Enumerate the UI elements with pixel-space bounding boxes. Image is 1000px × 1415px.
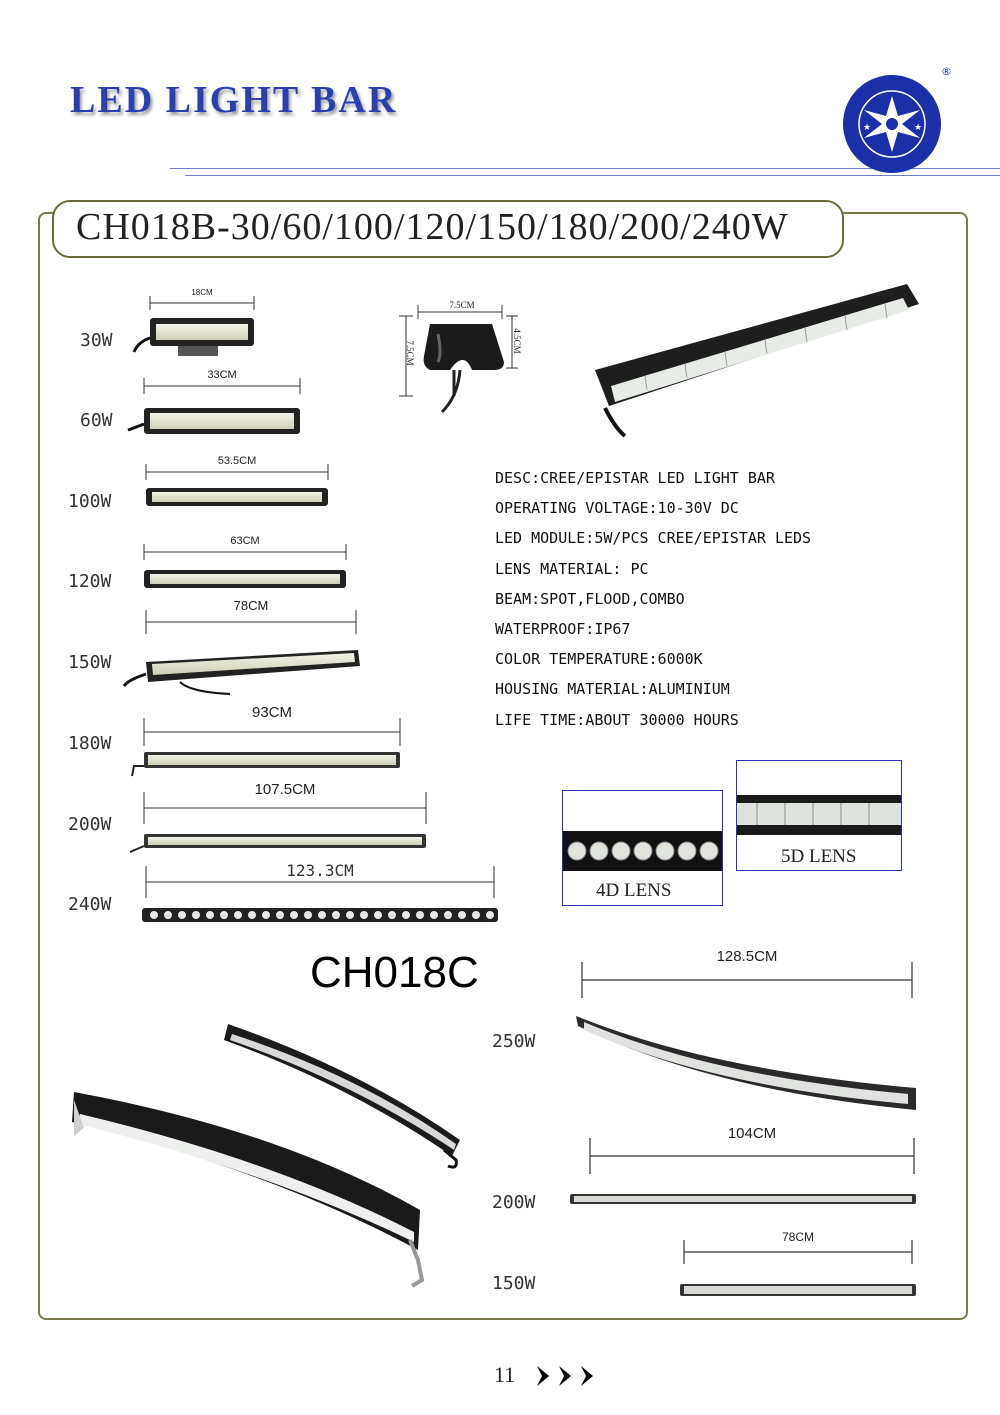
spec-life-time: LIFE TIME:ABOUT 30000 HOURS <box>495 711 739 729</box>
model-c-title: CH018C <box>310 948 479 997</box>
ch018c-curved-bar-photo <box>60 1010 480 1300</box>
ch018b-angled-bar-photo <box>585 278 925 448</box>
model-title: CH018B-30/60/100/120/150/180/200/240W <box>76 206 789 248</box>
wattage-label-180w: 180W <box>68 733 112 754</box>
lens-5d-image <box>737 791 901 841</box>
length-label-100w: 53.5CM <box>217 455 257 467</box>
spec-beam: BEAM:SPOT,FLOOD,COMBO <box>495 590 685 608</box>
wattage-label-200w: 200W <box>68 814 112 835</box>
svg-text:★: ★ <box>863 123 872 133</box>
length-label-60w: 33CM <box>207 369 237 381</box>
wattage-label-100w: 100W <box>68 491 112 512</box>
wattage-label-150w: 150W <box>68 652 112 673</box>
svg-text:®: ® <box>941 65 952 78</box>
length-label-120w: 63CM <box>230 535 260 547</box>
length-label-180w: 93CM <box>251 704 292 721</box>
page-number: 11 <box>494 1362 516 1387</box>
length-label-30w: 18CM <box>191 288 213 297</box>
wattage-label-60w: 60W <box>80 410 113 431</box>
wattage-label-c-150w: 150W <box>492 1273 536 1294</box>
bracket-height-label: 7.5CM <box>405 340 415 366</box>
spec-lens-material: LENS MATERIAL: PC <box>495 560 649 578</box>
wattage-label-30w: 30W <box>80 330 113 351</box>
length-label-150w: 78CM <box>233 598 269 613</box>
page-title: LED LIGHT BAR <box>70 79 398 121</box>
next-arrows-icon <box>535 1364 605 1388</box>
bracket-width-label: 7.5CM <box>449 300 475 310</box>
lens-5d-label: 5D LENS <box>781 846 857 867</box>
spec-led-module: LED MODULE:5W/PCS CREE/EPISTAR LEDS <box>495 529 812 547</box>
length-label-c-250w: 128.5CM <box>716 948 778 965</box>
spec-housing: HOUSING MATERIAL:ALUMINIUM <box>495 680 730 698</box>
length-label-c-150w: 78CM <box>781 1230 814 1244</box>
wattage-label-c-200w: 200W <box>492 1192 536 1213</box>
wattage-label-c-250w: 250W <box>492 1031 536 1052</box>
length-label-c-200w: 104CM <box>727 1125 777 1142</box>
svg-text:★: ★ <box>914 123 923 133</box>
lens-4d-label: 4D LENS <box>596 880 672 901</box>
length-label-240w: 123.3CM <box>286 861 354 880</box>
spec-voltage: OPERATING VOLTAGE:10-30V DC <box>495 499 739 517</box>
bracket-depth-label: 4.5CM <box>512 328 522 354</box>
length-label-200w: 107.5CM <box>254 781 316 798</box>
spec-desc: DESC:CREE/EPISTAR LED LIGHT BAR <box>495 469 775 487</box>
wattage-label-240w: 240W <box>68 894 112 915</box>
ch018c-bar-illustrations <box>560 960 930 1310</box>
wattage-label-120w: 120W <box>68 571 112 592</box>
brand-logo <box>840 66 950 176</box>
spec-waterproof: WATERPROOF:IP67 <box>495 620 631 638</box>
spec-color-temperature: COLOR TEMPERATURE:6000K <box>495 650 703 668</box>
